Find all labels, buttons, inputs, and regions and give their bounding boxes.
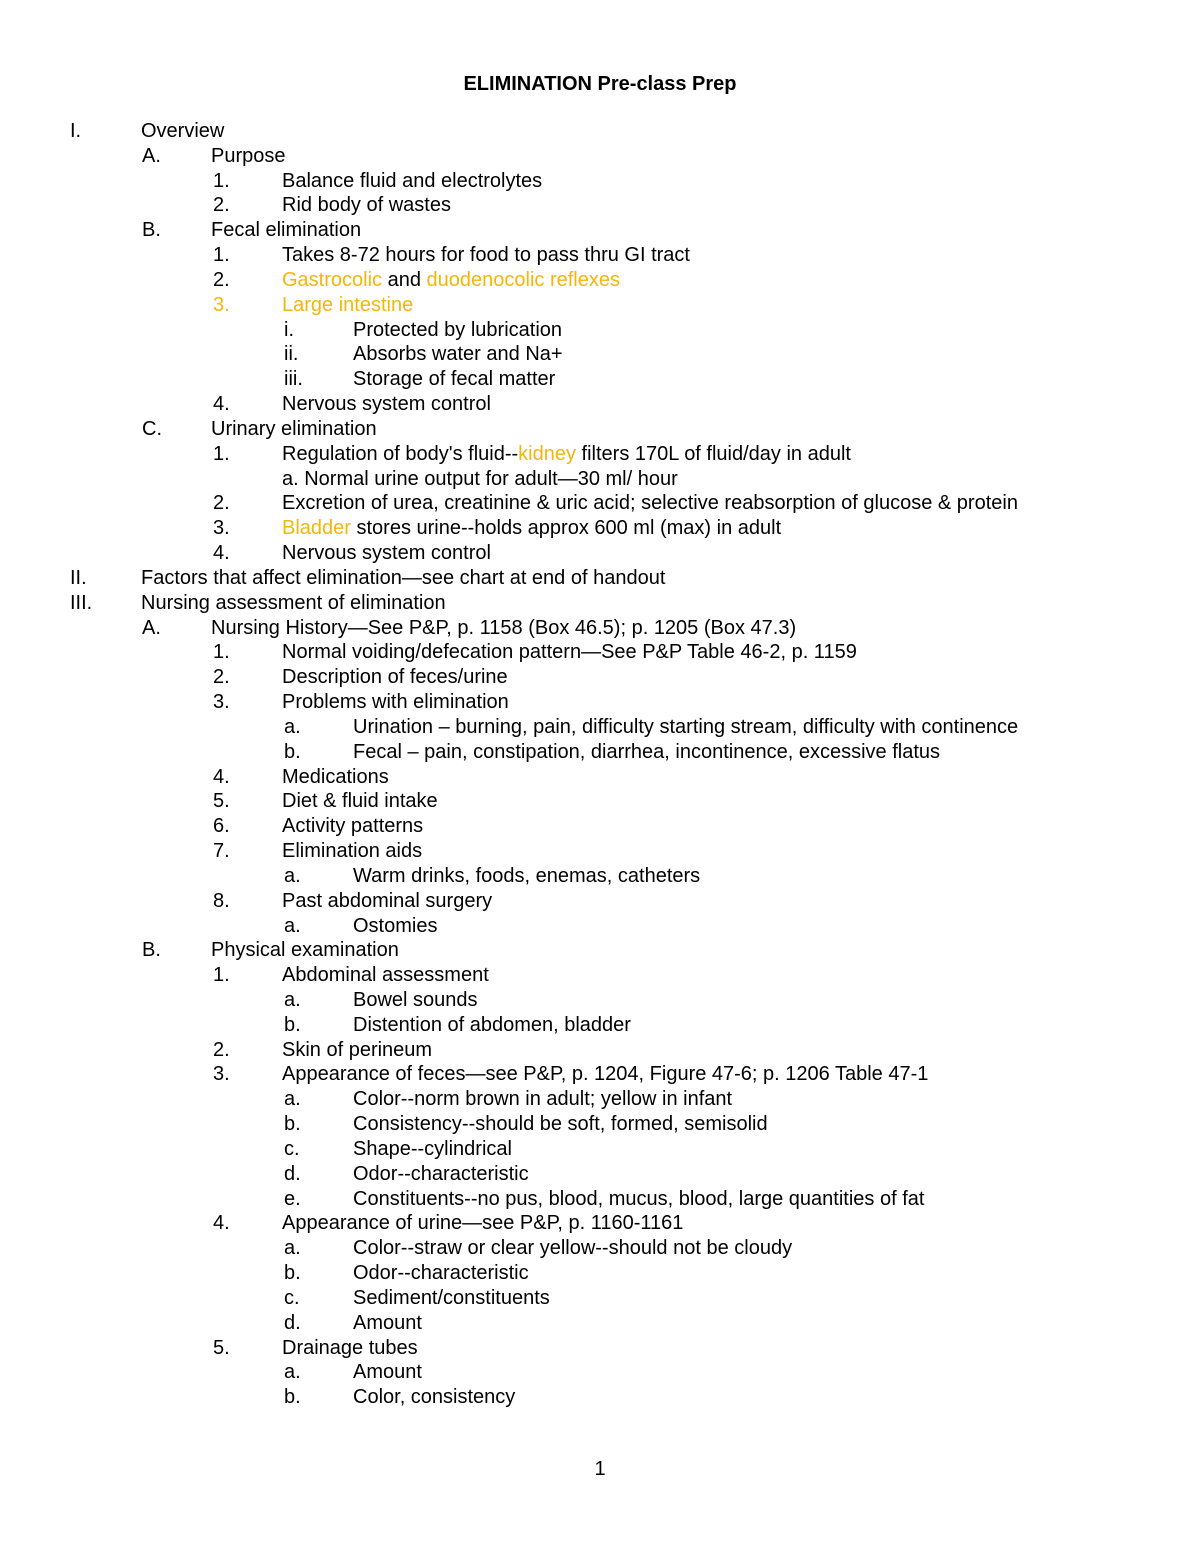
outline-marker: 5.	[213, 1336, 230, 1359]
outline-marker: 1.	[213, 169, 230, 192]
outline-marker: 7.	[213, 840, 230, 863]
outline-marker: C.	[142, 417, 162, 440]
outline-item	[0, 1187, 1200, 1212]
outline-item	[0, 665, 1200, 690]
outline-item	[0, 1137, 1200, 1162]
outline-marker: 5.	[213, 790, 230, 813]
outline-marker: 3.	[213, 691, 230, 714]
text-segment: Excretion of urea, creatinine & uric acid; selective reabsorption of glucose & protein	[282, 492, 1018, 515]
text-segment: Storage of fecal matter	[353, 368, 556, 391]
page-title: ELIMINATION Pre-class Prep	[463, 73, 737, 95]
outline-text	[282, 193, 451, 218]
outline-text	[211, 144, 286, 169]
text-segment: Elimination aids	[282, 840, 423, 863]
text-segment: Color--straw or clear yellow--should not be cloudy	[353, 1237, 793, 1260]
outline-marker: A.	[142, 616, 161, 639]
text-segment: Nursing assessment of elimination	[141, 591, 446, 614]
outline-item	[0, 491, 1200, 516]
outline-text	[282, 839, 422, 864]
text-segment: Absorbs water and Na+	[353, 343, 563, 366]
outline-text	[353, 1286, 550, 1311]
text-segment: Regulation of body's fluid--	[282, 442, 519, 465]
outline-item	[0, 1062, 1200, 1087]
outline-item	[0, 591, 1200, 616]
outline-text	[282, 889, 492, 914]
outline-item	[0, 1162, 1200, 1187]
outline-text	[282, 268, 620, 293]
outline-item	[0, 417, 1200, 442]
outline-item	[0, 1236, 1200, 1261]
outline-text	[353, 740, 940, 765]
outline-marker: 4.	[213, 1212, 230, 1235]
outline-item	[0, 1385, 1200, 1410]
outline-item	[0, 1311, 1200, 1336]
outline-marker: b.	[284, 1113, 301, 1136]
outline-item	[0, 119, 1200, 144]
outline-item	[0, 268, 1200, 293]
outline-text	[282, 1211, 683, 1236]
outline-text	[282, 1038, 432, 1063]
outline-text	[353, 1311, 422, 1336]
outline-text	[353, 1087, 732, 1112]
text-segment: Physical examination	[211, 939, 399, 962]
outline-text	[353, 715, 1018, 740]
outline-text	[282, 491, 1018, 516]
text-segment: Color, consistency	[353, 1386, 516, 1409]
outline-item	[0, 938, 1200, 963]
outline-item	[0, 715, 1200, 740]
outline-text	[353, 1360, 422, 1385]
text-segment: Purpose	[211, 144, 286, 167]
outline-item	[0, 1013, 1200, 1038]
text-segment: Diet & fluid intake	[282, 790, 438, 813]
text-segment: Protected by lubrication	[353, 318, 563, 341]
outline-item	[0, 442, 1200, 467]
outline-text	[353, 1137, 512, 1162]
outline-text	[211, 616, 796, 641]
outline-text	[141, 591, 446, 616]
outline-text	[282, 392, 491, 417]
outline-marker: A.	[142, 144, 161, 167]
outline-item	[0, 218, 1200, 243]
outline-text	[353, 1162, 529, 1187]
outline-marker: B.	[142, 219, 161, 242]
outline-text	[141, 119, 224, 144]
outline-text	[353, 1236, 792, 1261]
outline-item	[0, 963, 1200, 988]
outline-item	[0, 765, 1200, 790]
outline-item	[0, 789, 1200, 814]
highlighted-term: duodenocolic reflexes	[426, 268, 620, 291]
text-segment: Description of feces/urine	[282, 666, 508, 689]
outline-text	[282, 467, 678, 492]
text-segment: Past abdominal surgery	[282, 889, 493, 912]
outline-marker: 1.	[213, 641, 230, 664]
outline-marker: a.	[284, 864, 301, 887]
outline-text	[282, 1062, 928, 1087]
text-segment: stores urine--holds approx 600 ml (max) in adult	[350, 517, 782, 540]
outline-text	[353, 1013, 631, 1038]
outline-marker: a.	[284, 715, 301, 738]
outline-text	[282, 640, 857, 665]
text-segment: Activity patterns	[282, 815, 424, 838]
outline-marker: I.	[70, 120, 82, 142]
outline-text	[353, 1261, 529, 1286]
outline-item	[0, 814, 1200, 839]
outline-text	[353, 318, 562, 343]
outline-marker: d.	[284, 1311, 301, 1334]
outline-marker: 3.	[213, 517, 230, 540]
text-segment: Balance fluid and electrolytes	[282, 169, 543, 192]
outline-text	[282, 541, 491, 566]
text-segment: Sediment/constituents	[353, 1286, 550, 1309]
text-segment: Overview	[141, 120, 225, 142]
outline-marker: II.	[70, 566, 87, 589]
outline-item	[0, 616, 1200, 641]
outline-marker: a.	[284, 1237, 301, 1260]
outline-marker: a.	[284, 988, 301, 1011]
outline-marker: 2.	[213, 666, 230, 689]
outline-item	[0, 690, 1200, 715]
outline-item	[0, 541, 1200, 566]
outline-text	[211, 938, 399, 963]
outline-marker: 4.	[213, 542, 230, 565]
outline-text	[282, 293, 413, 318]
text-segment: Urinary elimination	[211, 417, 377, 440]
text-segment: Nursing History—See P&P, p. 1158 (Box 46.5); p. 1205 (Box 47.3)	[211, 616, 797, 639]
text-segment: Ostomies	[353, 914, 438, 937]
outline-item	[0, 740, 1200, 765]
text-segment: Distention of abdomen, bladder	[353, 1013, 631, 1036]
text-segment: Odor--characteristic	[353, 1262, 529, 1285]
outline-text	[282, 1336, 418, 1361]
outline-text	[141, 566, 665, 591]
outline-marker: 2.	[213, 194, 230, 217]
text-segment: Rid body of wastes	[282, 194, 451, 217]
text-segment: filters 170L of fluid/day in adult	[575, 442, 851, 465]
text-segment: Odor--characteristic	[353, 1162, 529, 1185]
outline-marker: B.	[142, 939, 161, 962]
outline-marker: c.	[284, 1137, 300, 1160]
outline-marker: 1.	[213, 442, 230, 465]
outline-marker: 3.	[213, 1063, 230, 1086]
outline-marker: b.	[284, 1013, 301, 1036]
outline-item	[0, 1360, 1200, 1385]
text-segment: Color--norm brown in adult; yellow in infant	[353, 1088, 733, 1111]
outline-text	[353, 1187, 924, 1212]
text-segment: Abdominal assessment	[282, 964, 489, 987]
outline-marker: a.	[284, 914, 301, 937]
outline-marker: a.	[284, 1361, 301, 1384]
outline-marker: 2.	[213, 268, 230, 291]
outline-item	[0, 467, 1200, 492]
text-segment: Bowel sounds	[353, 988, 478, 1011]
outline-marker: 2.	[213, 492, 230, 515]
outline-text	[282, 765, 389, 790]
outline-text	[282, 789, 438, 814]
outline-text	[353, 1112, 768, 1137]
outline-text	[353, 367, 555, 392]
outline-marker: b.	[284, 1262, 301, 1285]
outline-item	[0, 1087, 1200, 1112]
outline-marker: 3.	[213, 293, 230, 316]
outline	[0, 119, 1200, 1410]
text-segment: Drainage tubes	[282, 1336, 418, 1359]
outline-marker: 8.	[213, 889, 230, 912]
outline-item	[0, 293, 1200, 318]
outline-text	[282, 963, 489, 988]
outline-text	[211, 218, 361, 243]
outline-item	[0, 988, 1200, 1013]
text-segment: a. Normal urine output for adult—30 ml/ hour	[282, 467, 678, 490]
outline-text	[282, 516, 781, 541]
outline-marker: 1.	[213, 964, 230, 987]
text-segment: Warm drinks, foods, enemas, catheters	[353, 864, 701, 887]
outline-marker: 4.	[213, 393, 230, 416]
highlighted-term: Bladder	[282, 517, 351, 540]
outline-marker: 1.	[213, 244, 230, 267]
outline-item	[0, 169, 1200, 194]
text-segment: Takes 8-72 hours for food to pass thru GI tract	[282, 244, 690, 267]
outline-text	[282, 442, 851, 467]
text-segment: and	[382, 268, 427, 291]
outline-marker: 6.	[213, 815, 230, 838]
outline-item	[0, 243, 1200, 268]
highlighted-term: kidney	[518, 442, 576, 465]
outline-item	[0, 342, 1200, 367]
outline-text	[282, 814, 423, 839]
text-segment: Fecal – pain, constipation, diarrhea, incontinence, excessive flatus	[353, 740, 941, 763]
text-segment: Constituents--no pus, blood, mucus, blood, large quantities of fat	[353, 1187, 925, 1210]
outline-text	[353, 914, 437, 939]
outline-marker: c.	[284, 1286, 300, 1309]
highlighted-term: Gastrocolic	[282, 268, 383, 291]
outline-text	[282, 665, 508, 690]
text-segment: Consistency--should be soft, formed, semisolid	[353, 1113, 768, 1136]
outline-item	[0, 392, 1200, 417]
outline-marker: b.	[284, 1386, 301, 1409]
outline-item	[0, 193, 1200, 218]
outline-item	[0, 1112, 1200, 1137]
outline-item	[0, 889, 1200, 914]
text-segment: Nervous system control	[282, 393, 491, 416]
outline-item	[0, 864, 1200, 889]
outline-marker: iii.	[284, 368, 303, 391]
outline-item	[0, 1261, 1200, 1286]
page-number: 1	[594, 1458, 606, 1480]
outline-marker: i.	[284, 318, 294, 341]
text-segment: Appearance of feces—see P&P, p. 1204, Figure 47-6; p. 1206 Table 47-1	[282, 1063, 929, 1086]
outline-text	[282, 243, 690, 268]
outline-text	[282, 169, 542, 194]
text-segment: Problems with elimination	[282, 691, 509, 714]
outline-marker: e.	[284, 1187, 301, 1210]
text-segment: Factors that affect elimination—see chart at end of handout	[141, 566, 666, 589]
outline-item	[0, 1211, 1200, 1236]
text-segment: Amount	[353, 1361, 422, 1384]
outline-item	[0, 144, 1200, 169]
outline-text	[282, 690, 509, 715]
outline-marker: d.	[284, 1162, 301, 1185]
outline-item	[0, 1286, 1200, 1311]
outline-item	[0, 1038, 1200, 1063]
outline-text	[353, 342, 563, 367]
outline-marker: 4.	[213, 765, 230, 788]
text-segment: Nervous system control	[282, 542, 491, 565]
text-segment: Shape--cylindrical	[353, 1137, 512, 1160]
outline-item	[0, 566, 1200, 591]
outline-text	[353, 1385, 515, 1410]
outline-text	[211, 417, 377, 442]
outline-item	[0, 516, 1200, 541]
outline-marker: 2.	[213, 1038, 230, 1061]
outline-item	[0, 914, 1200, 939]
outline-item	[0, 839, 1200, 864]
outline-text	[353, 988, 478, 1013]
text-segment: Skin of perineum	[282, 1038, 433, 1061]
text-segment: Urination – burning, pain, difficulty starting stream, difficulty with continence	[353, 715, 1019, 738]
outline-marker: ii.	[284, 343, 299, 366]
text-segment: Medications	[282, 765, 389, 788]
outline-text	[353, 864, 700, 889]
outline-item	[0, 1336, 1200, 1361]
outline-item	[0, 367, 1200, 392]
text-segment: Amount	[353, 1311, 422, 1334]
outline-item	[0, 640, 1200, 665]
outline-item	[0, 318, 1200, 343]
highlighted-term: Large intestine	[282, 293, 414, 316]
text-segment: Normal voiding/defecation pattern—See P&P Table 46-2, p. 1159	[282, 641, 857, 664]
outline-marker: b.	[284, 740, 301, 763]
text-segment: Fecal elimination	[211, 219, 362, 242]
text-segment: Appearance of urine—see P&P, p. 1160-1161	[282, 1212, 684, 1235]
outline-marker: III.	[70, 591, 93, 614]
outline-marker: a.	[284, 1088, 301, 1111]
